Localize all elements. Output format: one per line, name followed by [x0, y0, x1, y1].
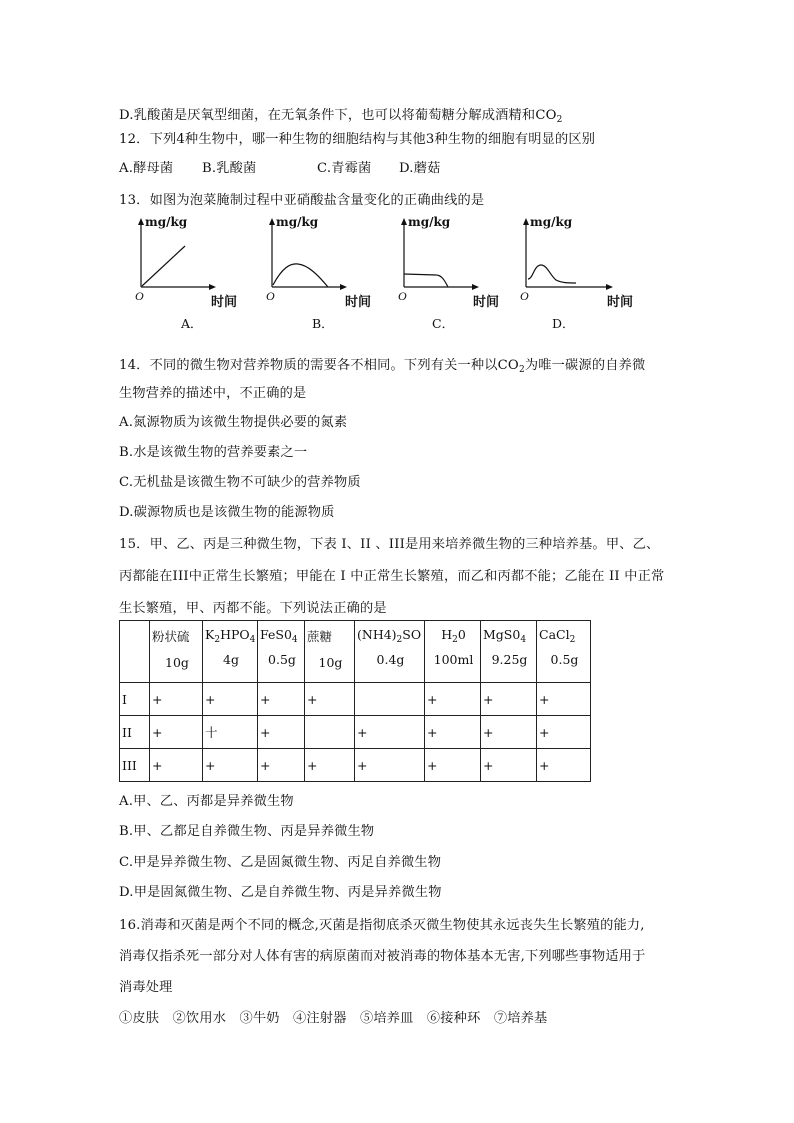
- graph-b-origin: O: [266, 289, 275, 303]
- graph-a-unit: mg/kg: [145, 215, 188, 229]
- q14-option-c: C.无机盐是该微生物不可缺少的营养物质: [119, 475, 361, 490]
- header-k2hpo4: $K_2HPO_4$ 4g: [203, 621, 258, 683]
- q14-option-b: B.水是该微生物的营养要素之一: [119, 445, 308, 460]
- graph-b-curve: [273, 264, 328, 287]
- q11-option-d: D.乳酸菌是厌氧型细菌，在无氧条件下，也可以将葡萄糖分解成酒精和$CO_2$: [119, 108, 563, 125]
- graph-c-xlabel: 时间: [473, 295, 500, 310]
- graph-c-unit: mg/kg: [408, 215, 451, 229]
- q12-option-a: A.酵母菌: [119, 161, 174, 176]
- table-cell: +: [258, 716, 305, 749]
- q15-option-a: A.甲、乙、丙都是异养微生物: [119, 794, 294, 809]
- q13-stem: 13．如图为泡菜腌制过程中亚硝酸盐含量变化的正确曲线的是: [119, 193, 485, 208]
- q15-stem-line2: 丙都能在III中正常生长繁殖；甲能在 I 中正常生长繁殖，而乙和丙都不能；乙能在 II 中正常: [119, 569, 665, 584]
- header-mgso4: $MgS0_4$ 9.25g: [481, 621, 537, 683]
- table-row: [120, 749, 591, 782]
- table-cell: [355, 683, 425, 716]
- table-cell: +: [150, 683, 203, 716]
- table-cell: +: [258, 749, 305, 782]
- graph-c-origin: O: [398, 289, 407, 303]
- graph-d-xlabel: 时间: [607, 295, 634, 310]
- graph-d-curve: [528, 265, 576, 283]
- q12-stem: 12．下列4种生物中，哪一种生物的细胞结构与其他3种生物的细胞有明显的区别: [119, 132, 596, 147]
- q14-stem-line1: 14．不同的微生物对营养物质的需要各不相同。下列有关一种以$CO_2$为唯一碳源的自养微: [119, 358, 646, 375]
- q16-stem-line3: 消毒处理: [119, 980, 173, 995]
- graph-a-curve: [142, 246, 185, 286]
- graph-b-unit: mg/kg: [276, 215, 319, 229]
- row-label: II: [120, 716, 150, 749]
- culture-media-table: [119, 620, 591, 782]
- table-cell: +: [481, 683, 537, 716]
- graph-c-curve: [404, 274, 448, 287]
- graph-d-unit: mg/kg: [530, 215, 573, 229]
- table-cell: 十: [203, 716, 258, 749]
- graph-d-origin: O: [520, 289, 529, 303]
- q15-option-d: D.甲是固氮微生物、乙是自养微生物、丙是异养微生物: [119, 885, 442, 900]
- q14-option-d: D.碳源物质也是该微生物的能源物质: [119, 505, 335, 520]
- q14-stem-line2: 生物营养的描述中，不正确的是: [119, 386, 307, 401]
- table-row: [120, 716, 591, 749]
- q12-option-b: B.乳酸菌: [202, 161, 257, 176]
- q12-option-d: D.蘑菇: [399, 161, 441, 176]
- header-water: $H_20$ 100ml: [425, 621, 481, 683]
- graph-b: [262, 213, 390, 333]
- table-cell: +: [425, 683, 481, 716]
- table-cell: +: [305, 749, 355, 782]
- q16-items: ①皮肤 ②饮用水 ③牛奶 ④注射器 ⑤培养皿 ⑥接种环 ⑦培养基: [119, 1011, 548, 1026]
- graph-d: [516, 213, 644, 333]
- table-cell: +: [203, 683, 258, 716]
- table-cell: +: [305, 683, 355, 716]
- table-cell: +: [203, 749, 258, 782]
- graph-a: [125, 213, 253, 333]
- graph-a-origin: O: [135, 289, 144, 303]
- q14-option-a: A.氮源物质为该微生物提供必要的氮素: [119, 415, 348, 430]
- q15-stem-line3: 生长繁殖，甲、丙都不能。下列说法正确的是: [119, 601, 387, 616]
- q16-stem-line1: 16.消毒和灭菌是两个不同的概念,灭菌是指彻底杀灭微生物使其永远丧失生长繁殖的能力,: [119, 918, 645, 933]
- row-label: III: [120, 749, 150, 782]
- row-label: I: [120, 683, 150, 716]
- q15-stem-line1: 15．甲、乙、丙是三种微生物，下表 I、II 、III是用来培养微生物的三种培养基。甲、乙、: [119, 537, 660, 552]
- graph-a-xlabel: 时间: [211, 295, 238, 310]
- table-cell: +: [150, 749, 203, 782]
- table-cell: +: [481, 749, 537, 782]
- graph-c: [394, 213, 522, 333]
- table-header-row: [120, 621, 591, 683]
- graph-c-label: C．: [432, 316, 455, 331]
- header-sulfur: 粉状硫 10g: [150, 621, 203, 683]
- graph-b-xlabel: 时间: [345, 295, 372, 310]
- table-corner-cell: [120, 621, 150, 683]
- table-cell: +: [425, 749, 481, 782]
- q13-graphs: [119, 213, 639, 333]
- header-feso4: $FeS0_4$ 0.5g: [258, 621, 305, 683]
- q12-options: [119, 157, 440, 176]
- table-cell: [305, 716, 355, 749]
- header-sucrose: 蔗糖 10g: [305, 621, 355, 683]
- q12-option-c: C.青霉菌: [317, 161, 372, 176]
- graph-b-label: B．: [312, 316, 334, 331]
- graph-d-label: D．: [552, 316, 575, 331]
- table-cell: +: [150, 716, 203, 749]
- table-cell: +: [425, 716, 481, 749]
- q16-stem-line2: 消毒仅指杀死一部分对人体有害的病原菌而对被消毒的物体基本无害,下列哪些事物适用于: [119, 949, 646, 964]
- table-cell: +: [355, 716, 425, 749]
- table-cell: +: [355, 749, 425, 782]
- q15-option-b: B.甲、乙都足自养微生物、丙是异养微生物: [119, 824, 375, 839]
- header-cacl2: CaCl$_2$ 0.5g: [537, 621, 591, 683]
- table-cell: +: [537, 683, 591, 716]
- table-cell: +: [537, 749, 591, 782]
- header-nh4so: $(NH4)_2SO$ 0.4g: [355, 621, 425, 683]
- graph-a-label: A．: [181, 316, 203, 331]
- table-cell: +: [537, 716, 591, 749]
- q15-option-c: C.甲是异养微生物、乙是固氮微生物、丙足自养微生物: [119, 855, 442, 870]
- table-cell: +: [481, 716, 537, 749]
- table-cell: +: [258, 683, 305, 716]
- table-row: [120, 683, 591, 716]
